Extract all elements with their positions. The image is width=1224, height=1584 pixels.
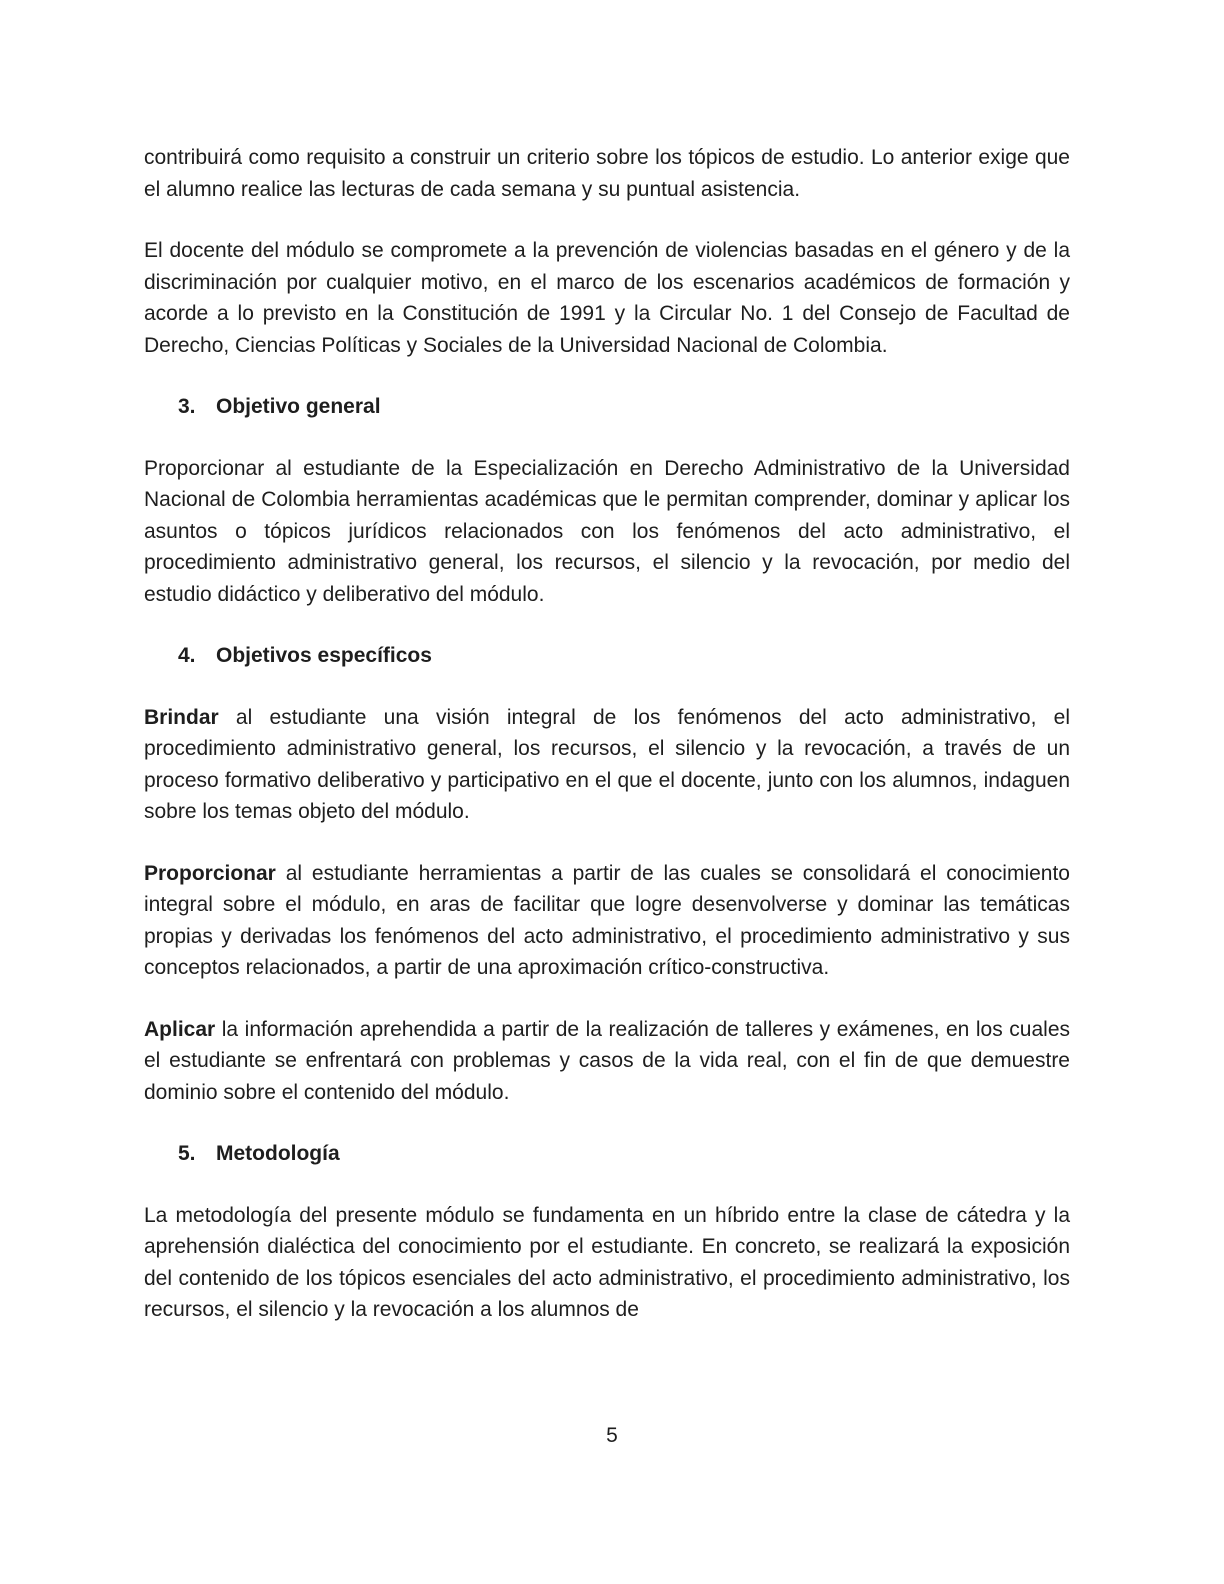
- section-number: 4.: [178, 644, 196, 667]
- section-heading-methodology: [144, 1138, 1070, 1170]
- specific-objective-paragraph: [144, 1014, 1070, 1109]
- page-number: 5: [606, 1424, 618, 1447]
- intro-continuation-paragraph: contribuirá como requisito a construir un criterio sobre los tópicos de estudio. Lo anterior exige que el alumno realice las lecturas de cada semana y su puntual asistencia.: [144, 146, 1070, 201]
- specific-objective-paragraph: [144, 702, 1070, 828]
- section-heading-general-objective: [144, 391, 1070, 423]
- specific-objective-paragraph: [144, 858, 1070, 984]
- objective-lead-verb: Brindar: [144, 705, 219, 729]
- general-objective-paragraph: Proporcionar al estudiante de la Especialización en Derecho Administrativo de la Universidad Nacional de Colombia herramientas académicas que le permitan comprender, dominar y aplicar los asuntos o tópicos jurídicos relacionados con los fenómenos del acto administrativo, el procedimiento administrativo general, los recursos, el silencio y la revocación, por medio del estudio didáctico y deliberativo del módulo.: [144, 456, 1070, 606]
- section-title: Objetivo general: [216, 395, 381, 418]
- objective-text: al estudiante una visión integral de los fenómenos del acto administrativo, el procedimiento administrativo general, los recursos, el silencio y la revocación, a través de un proceso formativo deliberativo y participativo en el que el docente, junto con los alumnos, indaguen sobre los temas objeto del módulo.: [144, 705, 1070, 823]
- section-title: Objetivos específicos: [216, 644, 432, 667]
- section-number: 3.: [178, 395, 196, 418]
- objective-lead-verb: Aplicar: [144, 1017, 216, 1041]
- methodology-paragraph: La metodología del presente módulo se fundamenta en un híbrido entre la clase de cátedra y la aprehensión dialéctica del conocimiento por el estudiante. En concreto, se realizará la exposición del contenido de los tópicos esenciales del acto administrativo, el procedimiento administrativo, los recursos, el silencio y la revocación a los alumnos de: [144, 1203, 1070, 1321]
- section-title: Metodología: [216, 1142, 340, 1165]
- section-number: 5.: [178, 1142, 196, 1165]
- objective-text: al estudiante herramientas a partir de las cuales se consolidará el conocimiento integral sobre el módulo, en aras de facilitar que logre desenvolverse y dominar las temáticas propias y derivadas los fenómenos del acto administrativo, el procedimiento administrativo y sus conceptos relacionados, a partir de una aproximación crítico-constructiva.: [144, 861, 1070, 979]
- gender-policy-paragraph: El docente del módulo se compromete a la prevención de violencias basadas en el género y de la discriminación por cualquier motivo, en el marco de los escenarios académicos de formación y acorde a lo previsto en la Constitución de 1991 y la Circular No. 1 del Consejo de Facultad de Derecho, Ciencias Políticas y Sociales de la Universidad Nacional de Colombia.: [144, 239, 1070, 357]
- section-heading-specific-objectives: [144, 640, 1070, 672]
- objective-lead-verb: Proporcionar: [144, 861, 276, 885]
- objective-text: la información aprehendida a partir de la realización de talleres y exámenes, en los cuales el estudiante se enfrentará con problemas y casos de la vida real, con el fin de que demuestre dominio sobre el contenido del módulo.: [144, 1017, 1070, 1104]
